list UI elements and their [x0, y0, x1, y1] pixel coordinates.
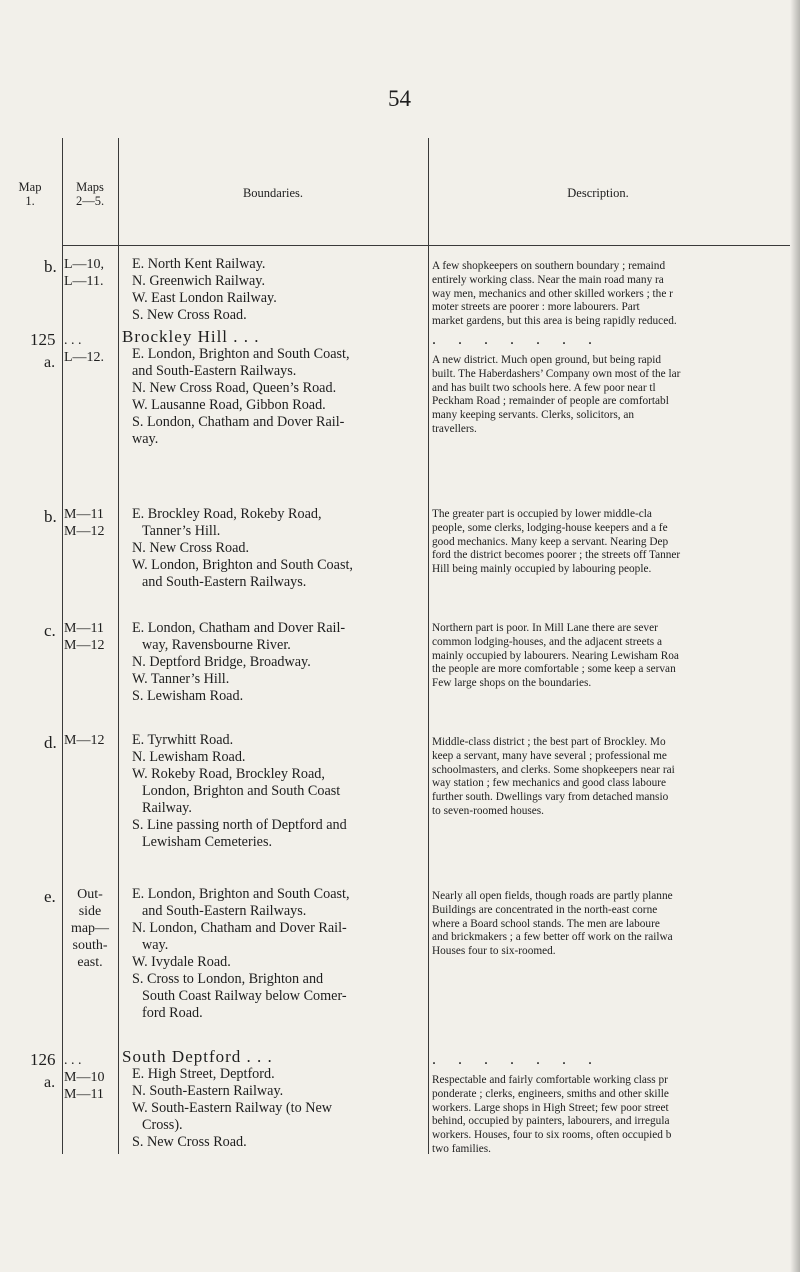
description-line: and has built two schools here. A few poor near tl [432, 381, 656, 394]
description-line: schoolmasters, and clerks. Some shopkeepers near rai [432, 763, 675, 776]
description-line: entirely working class. Near the main road many ra [432, 273, 664, 286]
page-number: 54 [388, 86, 411, 111]
boundary-line: N. London, Chatham and Dover Rail- [132, 920, 347, 936]
description-line: further south. Dwellings vary from detached mansio [432, 791, 669, 804]
boundary-line: N. New Cross Road. [132, 540, 250, 556]
description-cell [432, 1050, 780, 1157]
map-number: b. [44, 257, 57, 276]
maps-ref: Out- side map— south- east. [70, 887, 110, 970]
description-cell [432, 508, 780, 577]
header-maps: Maps 2—5. [75, 180, 105, 208]
description-line: Hill being mainly occupied by labouring people. [432, 563, 652, 576]
description-line: Peckham Road ; remainder of people are comfortabl [432, 395, 669, 408]
boundary-line: S. New Cross Road. [132, 307, 247, 323]
description-line: travellers. [432, 422, 477, 435]
table-rule-left [62, 138, 63, 1154]
boundary-line: S. New Cross Road. [132, 1134, 247, 1150]
boundary-line: way. [132, 431, 159, 447]
description-cell [432, 890, 780, 959]
description-line: people, some clerks, lodging-house keepers and a fe [432, 521, 668, 534]
description-line: Houses four to six-roomed. [432, 945, 556, 958]
table-rule-boundaries [428, 138, 429, 1154]
boundary-line: South Coast Railway below Comer- [142, 988, 347, 1004]
boundaries-cell [122, 1048, 426, 1151]
map-section-number: 126 [30, 1050, 56, 1069]
description-line: keep a servant, many have several ; professional me [432, 749, 667, 762]
description-line: behind, occupied by painters, labourers, and irregula [432, 1115, 670, 1128]
map-number: e. [44, 887, 56, 906]
description-line: moter streets are poorer : more labourers. Part [432, 301, 640, 314]
boundary-line: S. Cross to London, Brighton and [132, 971, 324, 987]
boundary-line: N. South-Eastern Railway. [132, 1083, 284, 1099]
boundary-line: and South-Eastern Railways. [142, 903, 307, 919]
description-line: to seven-roomed houses. [432, 804, 545, 817]
description-cell [432, 736, 780, 819]
description-line: workers. Large shops in High Street; few poor street [432, 1101, 669, 1114]
table-header-rule [62, 245, 790, 246]
boundary-line: Lewisham Cemeteries. [142, 834, 273, 850]
maps-ref: . . . M—10 M—11 [64, 1053, 105, 1102]
boundary-line: way. [142, 937, 169, 953]
header-map: Map 1. [18, 180, 42, 208]
description-line: Respectable and fairly comfortable working class pr [432, 1074, 668, 1086]
boundary-line: Cross). [142, 1117, 183, 1133]
description-line: two families. [432, 1142, 491, 1155]
boundaries-cell [132, 620, 424, 705]
boundaries-cell [122, 328, 426, 448]
description-line: built. The Haberdashers’ Company own most of the lar [432, 367, 681, 380]
description-line: good mechanics. Many keep a servant. Nearing Dep [432, 535, 669, 548]
boundary-line: W. East London Railway. [132, 290, 277, 306]
description-line: workers. Houses, four to six rooms, often occupied b [432, 1129, 672, 1142]
boundary-line: N. New Cross Road, Queen’s Road. [132, 380, 337, 396]
boundary-line: W. London, Brighton and South Coast, [132, 557, 353, 573]
description-cell [432, 260, 780, 329]
boundary-line: E. Tyrwhitt Road. [132, 732, 234, 748]
description-line: way men, mechanics and other skilled workers ; the r [432, 287, 673, 300]
description-cell [432, 622, 780, 691]
description-line: A few shopkeepers on southern boundary ; remaind [432, 260, 666, 272]
boundary-line: Tanner’s Hill. [142, 523, 221, 539]
boundary-line: S. Line passing north of Deptford and [132, 817, 347, 833]
maps-ref: M—11 M—12 [64, 621, 105, 653]
header-description: Description. [567, 186, 629, 200]
table-rule-maps [118, 138, 119, 1154]
description-line: market gardens, but this area is being rapidly reduced. [432, 315, 677, 328]
boundary-line: and South-Eastern Railways. [142, 574, 307, 590]
boundary-line: E. High Street, Deptford. [132, 1066, 275, 1082]
district-name: South Deptford . . . [122, 1047, 273, 1066]
boundary-line: E. London, Chatham and Dover Rail- [132, 620, 346, 636]
boundary-line: and South-Eastern Railways. [132, 363, 297, 379]
boundaries-cell [132, 886, 424, 1022]
boundary-line: Railway. [142, 800, 192, 816]
map-number [30, 1051, 56, 1092]
boundary-line: E. Brockley Road, Rokeby Road, [132, 506, 322, 522]
page-edge-shadow [790, 0, 800, 1272]
boundary-line: ford Road. [142, 1005, 203, 1021]
map-number: c. [44, 621, 56, 640]
boundaries-cell [132, 256, 424, 324]
boundary-line: W. Tanner’s Hill. [132, 671, 230, 687]
description-cell [432, 330, 780, 437]
boundary-line: W. Rokeby Road, Brockley Road, [132, 766, 325, 782]
boundary-line: W. Ivydale Road. [132, 954, 231, 970]
boundary-line: N. Greenwich Railway. [132, 273, 266, 289]
maps-ref: M—11 M—12 [64, 507, 105, 539]
description-line: Few large shops on the boundaries. [432, 677, 592, 690]
boundaries-cell [132, 732, 424, 851]
map-section-number: 125 [30, 330, 56, 349]
map-number: b. [44, 507, 57, 526]
map-letter: a. [44, 1074, 56, 1091]
boundary-line: W. Lausanne Road, Gibbon Road. [132, 397, 326, 413]
boundary-line: E. London, Brighton and South Coast, [132, 886, 350, 902]
map-number [30, 331, 56, 372]
description-line: The greater part is occupied by lower middle-cla [432, 508, 652, 520]
boundary-line: London, Brighton and South Coast [142, 783, 341, 799]
description-line: Nearly all open fields, though roads are partly planne [432, 890, 673, 902]
boundary-line: E. London, Brighton and South Coast, [132, 346, 350, 362]
description-line: the people are more comfortable ; some keep a servan [432, 663, 676, 676]
boundary-line: S. Lewisham Road. [132, 688, 244, 704]
leader-dots: . . . . . . . [432, 331, 601, 348]
description-line: A new district. Much open ground, but being rapid [432, 354, 662, 366]
boundary-line: S. London, Chatham and Dover Rail- [132, 414, 345, 430]
description-line: where a Board school stands. The men are laboure [432, 917, 660, 930]
boundary-line: W. South-Eastern Railway (to New [132, 1100, 333, 1116]
boundary-line: N. Lewisham Road. [132, 749, 246, 765]
description-line: common lodging-houses, and the adjacent streets a [432, 635, 662, 648]
description-line: mainly occupied by labourers. Nearing Lewisham Roa [432, 649, 679, 662]
header-boundaries: Boundaries. [242, 186, 304, 200]
district-name: Brockley Hill . . . [122, 327, 260, 346]
description-line: Northern part is poor. In Mill Lane there are sever [432, 622, 658, 634]
boundary-line: N. Deptford Bridge, Broadway. [132, 654, 311, 670]
map-number: d. [44, 733, 57, 752]
maps-ref: M—12 [64, 733, 105, 748]
description-line: and brickmakers ; a few better off work on the railwa [432, 931, 673, 944]
leader-dots: . . . . . . . [432, 1051, 601, 1068]
map-letter: a. [44, 354, 56, 371]
boundary-line: E. North Kent Railway. [132, 256, 266, 272]
maps-ref: L—10, L—11. [64, 257, 105, 289]
description-line: ford the district becomes poorer ; the streets off Tanner [432, 549, 681, 562]
boundaries-cell [132, 506, 424, 591]
description-line: ponderate ; clerks, engineers, smiths and other skille [432, 1087, 669, 1100]
description-line: many keeping servants. Clerks, solicitors, an [432, 409, 635, 422]
description-line: Buildings are concentrated in the north-east corne [432, 903, 658, 916]
maps-ref: . . . L—12. [64, 333, 105, 365]
boundary-line: way, Ravensbourne River. [142, 637, 291, 653]
description-line: Middle-class district ; the best part of Brockley. Mo [432, 736, 666, 748]
description-line: way station ; few mechanics and good class laboure [432, 777, 667, 790]
